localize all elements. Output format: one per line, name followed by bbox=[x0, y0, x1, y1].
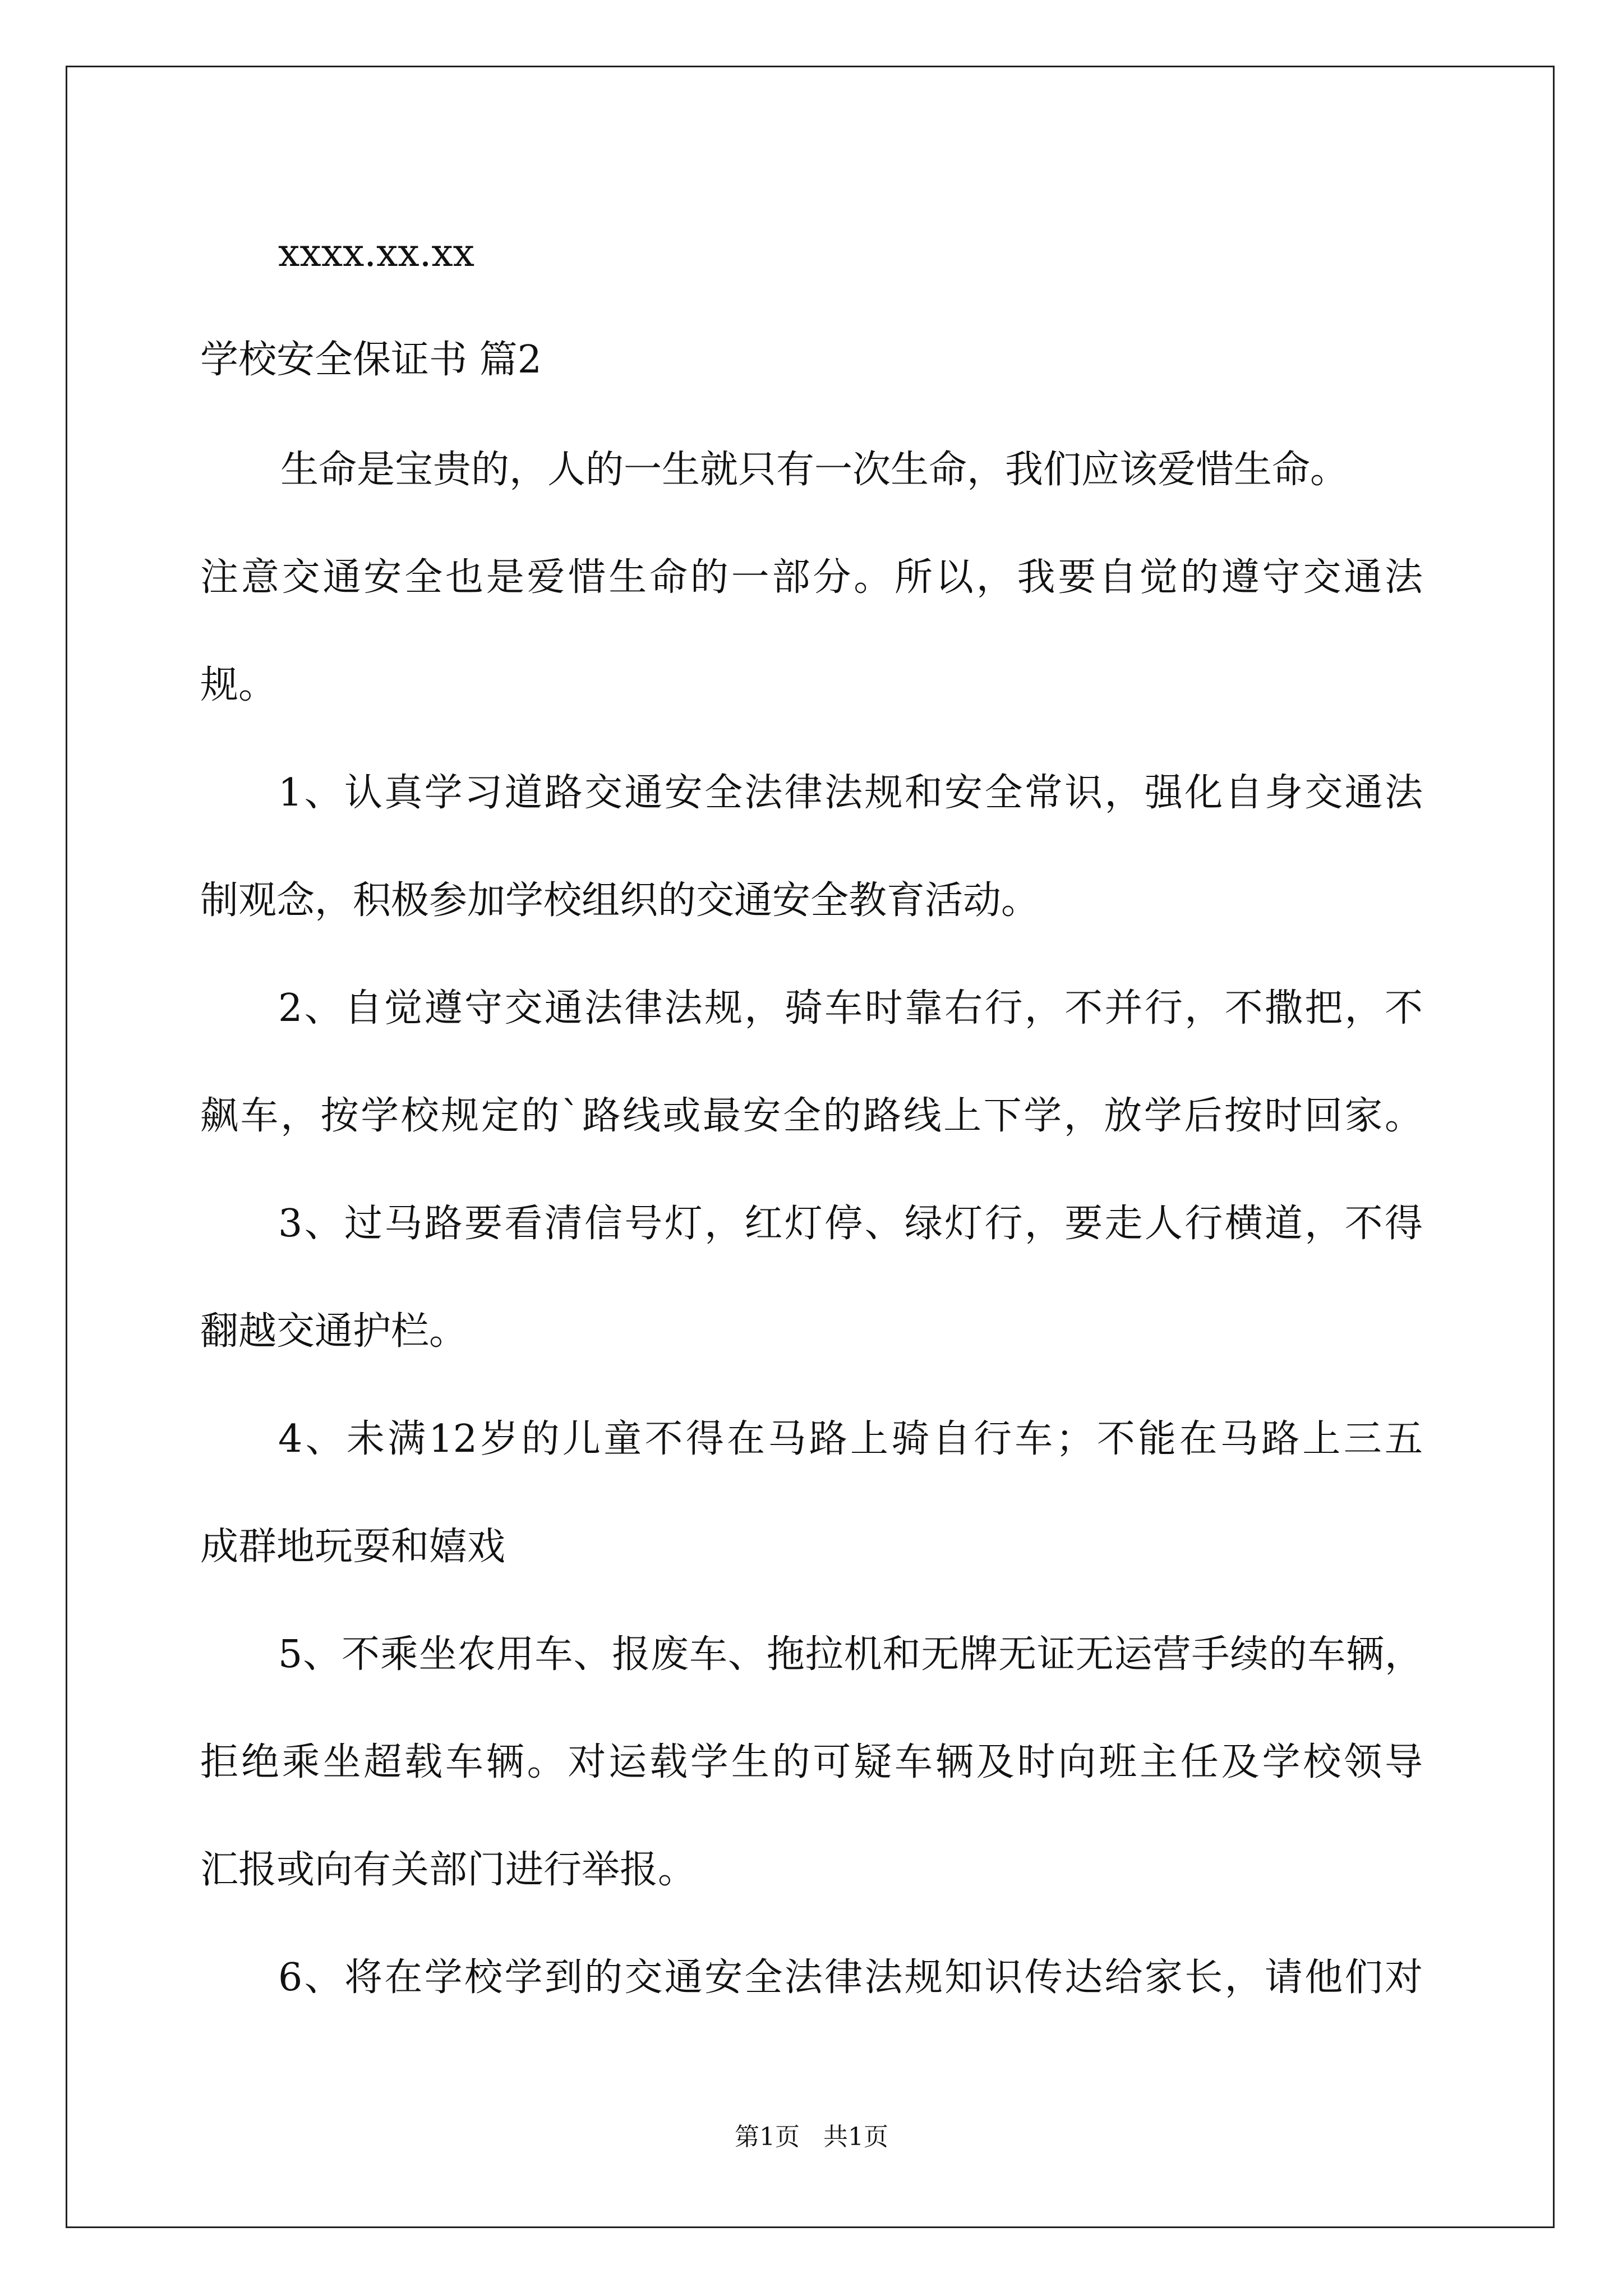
page-footer: 第1页 共1页 bbox=[735, 2123, 888, 2151]
paragraph-line: 制观念，积极参加学校组织的交通安全教育活动。 bbox=[200, 878, 1040, 923]
paragraph-line: 规。 bbox=[200, 663, 277, 707]
document-date: xxxx.xx.xx bbox=[278, 231, 475, 275]
paragraph-line: 5、不乘坐农用车、报废车、拖拉机和无牌无证无运营手续的车辆， bbox=[278, 1632, 1423, 1677]
paragraph-line: 6、将在学校学到的交通安全法律法规知识传达给家长，请他们对 bbox=[278, 1955, 1423, 2000]
paragraph-line: 注意交通安全也是爱惜生命的一部分。所以，我要自觉的遵守交通法 bbox=[200, 555, 1423, 600]
paragraph-line: 1、认真学习道路交通安全法律法规和安全常识，强化自身交通法 bbox=[278, 771, 1423, 815]
section-title: 学校安全保证书 篇2 bbox=[200, 338, 542, 382]
paragraph-line: 翻越交通护栏。 bbox=[200, 1309, 468, 1354]
paragraph-line: 生命是宝贵的，人的一生就只有一次生命，我们应该爱惜生命。 bbox=[280, 448, 1349, 492]
paragraph-line: 2、自觉遵守交通法律法规，骑车时靠右行，不并行，不撒把，不 bbox=[278, 986, 1423, 1030]
paragraph-line: 4、未满12岁的儿童不得在马路上骑自行车；不能在马路上三五 bbox=[278, 1417, 1423, 1461]
paragraph-line: 3、过马路要看清信号灯，红灯停、绿灯行，要走人行横道，不得 bbox=[278, 1202, 1423, 1246]
paragraph-line: 拒绝乘坐超载车辆。对运载学生的可疑车辆及时向班主任及学校领导 bbox=[200, 1740, 1423, 1784]
page-border bbox=[66, 66, 1555, 2228]
paragraph-line: 汇报或向有关部门进行举报。 bbox=[200, 1848, 697, 1892]
paragraph-line: 成群地玩耍和嬉戏 bbox=[200, 1525, 506, 1569]
paragraph-line: 飙车，按学校规定的`路线或最安全的路线上下学，放学后按时回家。 bbox=[200, 1094, 1423, 1138]
